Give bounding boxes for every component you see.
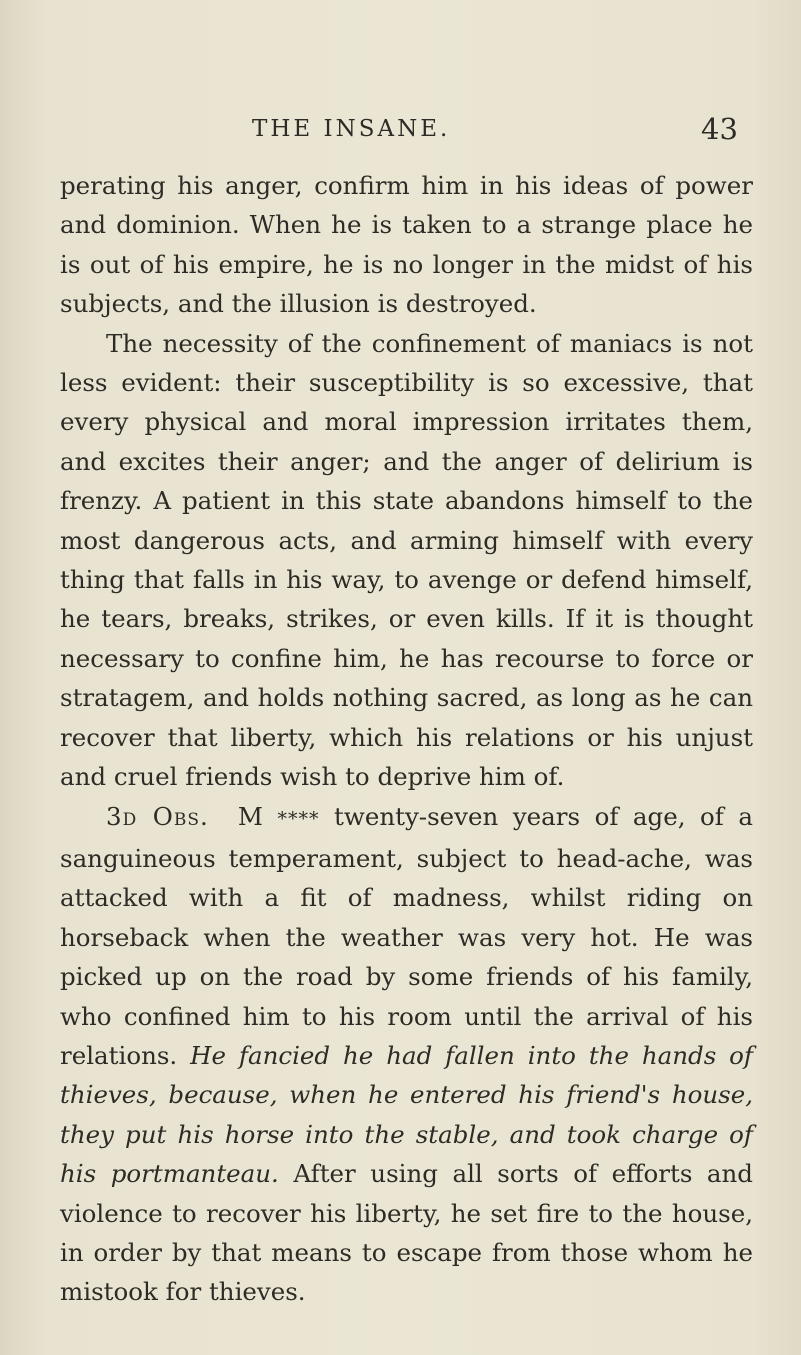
paragraph-3 [60,797,753,1312]
page-header [0,112,801,144]
case-text-b: After using all sorts of efforts and violence to recover his liberty, he set fire to the house, in order by that means to escape from those whom he mistook for thieves. [60,1159,753,1307]
body-text [60,166,753,1312]
patient-stars: **** [277,807,320,830]
observation-label: 3d Obs. [106,801,209,831]
paragraph-2: The necessity of the confinement of maniacs is not less evident: their susceptibility is so excessive, that every physical and moral impression irritates them, and excites their anger; and the anger of delirium is frenzy. A patient in this state abandons himself to the most dangerous acts, and arming himself with every thing that falls in his way, to avenge or defend himself, he tears, breaks, strikes, or even kills. If it is thought necessary to confine him, he has recourse to force or stratagem, and holds nothing sacred, as long as he can recover that liberty, which his relations or his unjust and cruel friends wish to deprive him of. [60,328,753,792]
running-head: THE INSANE. [252,116,451,142]
page-number: 43 [701,112,738,146]
patient-initial: M [237,801,263,831]
case-text-a: twenty-seven years of age, of a sanguineous temperament, subject to head-ache, was attacked with a fit of madness, whilst riding on horseback when the weather was very hot. He was picked up on the road by some friends of his family, who confined him to his room until the arrival of his relations. [60,801,753,1070]
case-text-italic: He fancied he had fallen into the hands of thieves, because, when he entered his friend's house, they put his horse into the stable, and took charge of his portmanteau. [60,1040,753,1189]
paragraph-1: perating his anger, confirm him in his ideas of power and dominion. When he is taken to a strange place he is out of his empire, he is no longer in the midst of his subjects, and the illusion is destroyed. [60,171,753,319]
